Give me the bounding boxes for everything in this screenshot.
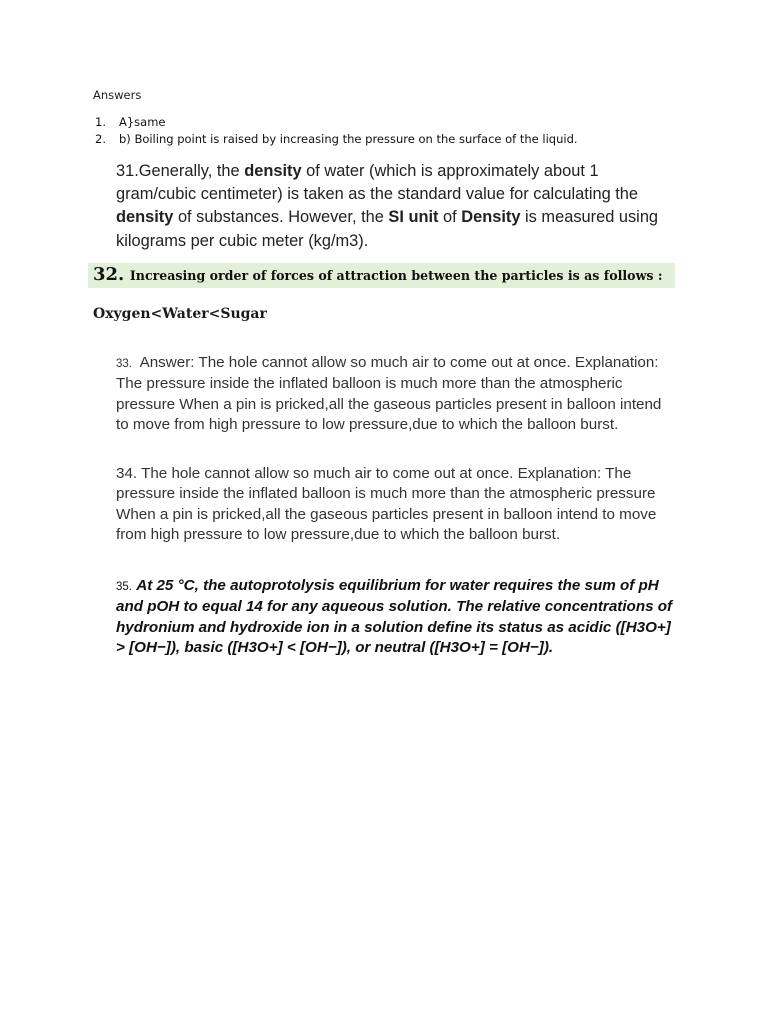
- question-34-text: The hole cannot allow so much air to come out at once. Explanation: The pressure inside the inflated balloon is much more than the atmospheric pressure When a pin is pricked,all the gaseous particles present in balloon intend to move from high pressure to low pressure,due to which the balloon burst.: [116, 465, 657, 544]
- term-si-unit: SI unit: [388, 208, 439, 227]
- answers-heading: Answers: [93, 88, 142, 102]
- question-32-heading: [93, 264, 663, 285]
- answer-item-2: [93, 131, 578, 148]
- question-33-paragraph: [116, 353, 676, 436]
- term-density: density: [116, 208, 174, 227]
- answer-item-text: b) Boiling point is raised by increasing the pressure on the surface of the liquid.: [119, 132, 578, 146]
- question-33-text: Answer: The hole cannot allow so much air to come out at once. Explanation: The pressure inside the inflated balloon is much more than the atmospheric pressure When a pin is pricked,all the gaseous particles present in balloon intend to move from high pressure to low pressure,due to which the balloon burst.: [116, 354, 662, 434]
- question-33-number: 33.: [116, 358, 132, 370]
- question-31-text-2: of water (which is approximately about 1 gram/cubic centimeter) is taken as the standard value for calculating the: [116, 162, 639, 204]
- question-35-paragraph: [116, 576, 676, 659]
- question-31-text-4: of: [438, 208, 462, 227]
- question-32-number: 32.: [93, 264, 125, 285]
- question-32-answer: Oxygen<Water<Sugar: [93, 306, 267, 322]
- question-31-number: 31.: [116, 162, 139, 180]
- question-31-paragraph: [116, 160, 676, 253]
- answers-list: [93, 114, 578, 148]
- question-34-number: 34.: [116, 465, 138, 482]
- answer-item-number: 1.: [95, 115, 106, 129]
- question-35-text: At 25 °C, the autoprotolysis equilibrium for water requires the sum of pH and pOH to equal 14 for any aqueous solution. The relative concentrations of hydronium and hydroxide ion in a solution define its status as acidic ([H3O+] > [OH−]), basic ([H3O+] < [OH−]), or neutral ([H3O+] = [OH−]).: [116, 577, 673, 657]
- question-31-text-3: of substances. However, the: [173, 208, 389, 227]
- term-density: density: [244, 162, 302, 180]
- question-34-paragraph: [116, 464, 676, 546]
- answer-item-text: A}same: [119, 115, 166, 129]
- answer-item-number: 2.: [95, 132, 106, 146]
- question-31-text-1: Generally, the: [138, 162, 245, 180]
- question-35-number: 35.: [116, 581, 132, 593]
- question-31-text-5: is measured using kilograms per cubic meter (kg/m3).: [116, 208, 659, 250]
- question-32-text: Increasing order of forces of attraction between the particles is as follows :: [129, 268, 663, 283]
- term-density-capital: Density: [461, 208, 521, 227]
- answer-item-1: [93, 114, 578, 131]
